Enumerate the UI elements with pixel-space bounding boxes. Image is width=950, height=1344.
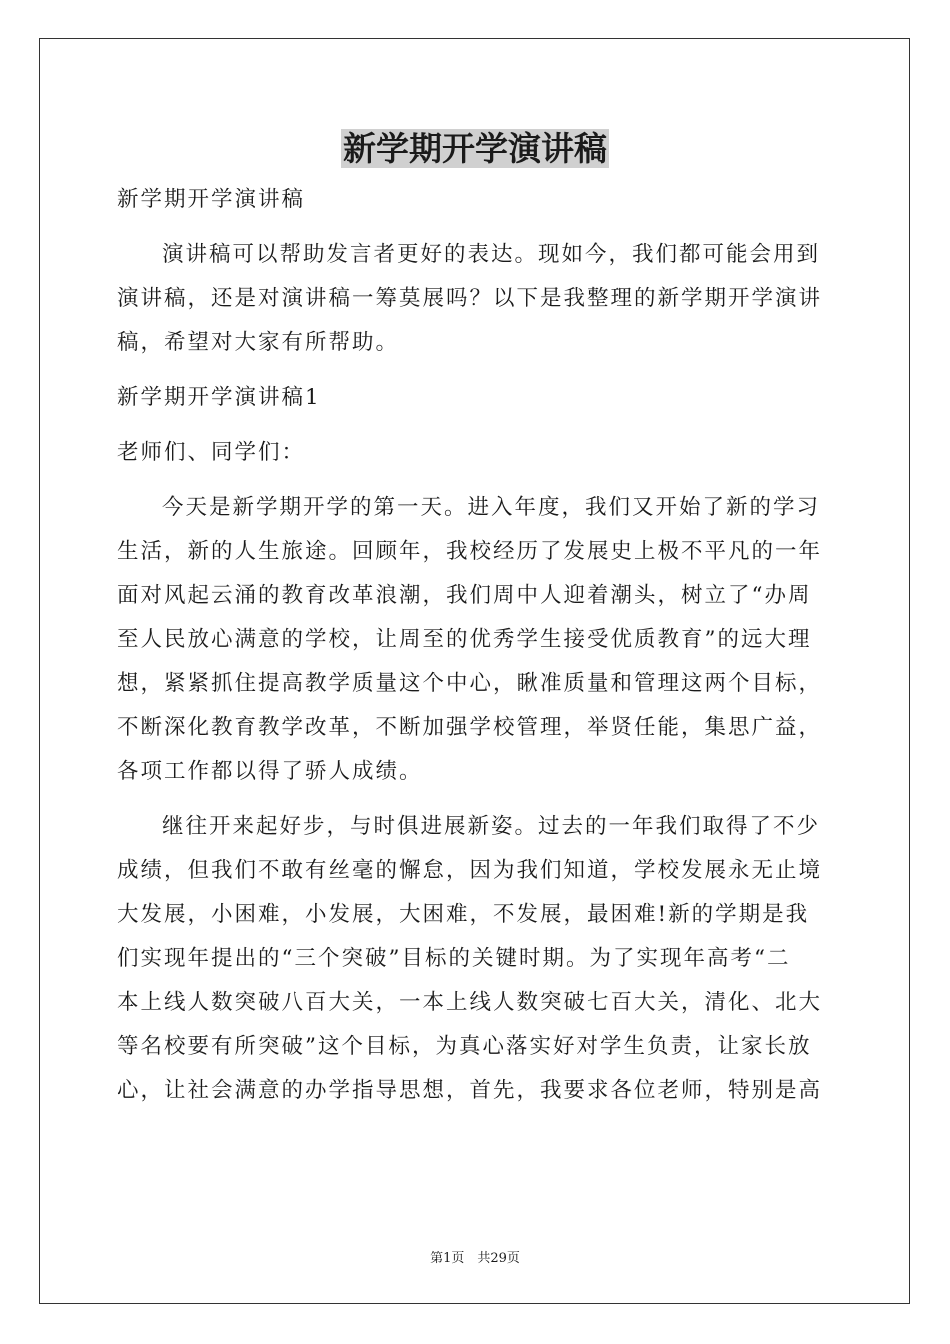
paragraph-line: 继往开来起好步，与时俱进展新姿。过去的一年我们取得了不少 (162, 814, 821, 839)
paragraph-line: 们实现年提出的“三个突破”目标的关键时期。为了实现年高考“二 (117, 946, 791, 971)
subtitle: 新学期开学演讲稿 (117, 187, 306, 212)
paragraph-line: 成绩，但我们不敢有丝毫的懈怠，因为我们知道，学校发展永无止境 (117, 858, 823, 883)
document-title: 新学期开学演讲稿 (343, 129, 607, 168)
paragraph-line: 生活，新的人生旅途。回顾年，我校经历了发展史上极不平凡的一年 (117, 539, 823, 564)
paragraph-line: 不断深化教育教学改革，不断加强学校管理，举贤任能，集思广益， (117, 715, 823, 740)
intro-line: 演讲稿，还是对演讲稿一筹莫展吗？以下是我整理的新学期开学演讲 (117, 286, 823, 311)
section-heading: 新学期开学演讲稿1 (117, 385, 321, 410)
paragraph-line: 等名校要有所突破”这个目标，为真心落实好对学生负责，让家长放 (117, 1034, 812, 1059)
paragraph-line: 面对风起云涌的教育改革浪潮，我们周中人迎着潮头，树立了“办周 (117, 583, 812, 608)
paragraph-line: 各项工作都以得了骄人成绩。 (117, 759, 423, 784)
greeting: 老师们、同学们： (117, 440, 306, 465)
page-footer: 第1页 共29页 (430, 1251, 520, 1266)
intro-line: 稿，希望对大家有所帮助。 (117, 330, 400, 355)
paragraph-line: 至人民放心满意的学校，让周至的优秀学生接受优质教育”的远大理 (117, 627, 812, 652)
paragraph-line: 大发展，小困难，小发展，大困难，不发展，最困难!新的学期是我 (117, 902, 810, 927)
paragraph-line: 本上线人数突破八百大关，一本上线人数突破七百大关，清化、北大 (117, 990, 823, 1015)
paragraph-line: 今天是新学期开学的第一天。进入年度，我们又开始了新的学习 (162, 495, 821, 520)
paragraph-line: 心，让社会满意的办学指导思想，首先，我要求各位老师，特别是高 (117, 1078, 823, 1103)
paragraph-line: 想，紧紧抓住提高教学质量这个中心，瞅准质量和管理这两个目标， (117, 671, 823, 696)
document-body (117, 178, 837, 1113)
intro-line: 演讲稿可以帮助发言者更好的表达。现如今，我们都可能会用到 (162, 242, 821, 267)
